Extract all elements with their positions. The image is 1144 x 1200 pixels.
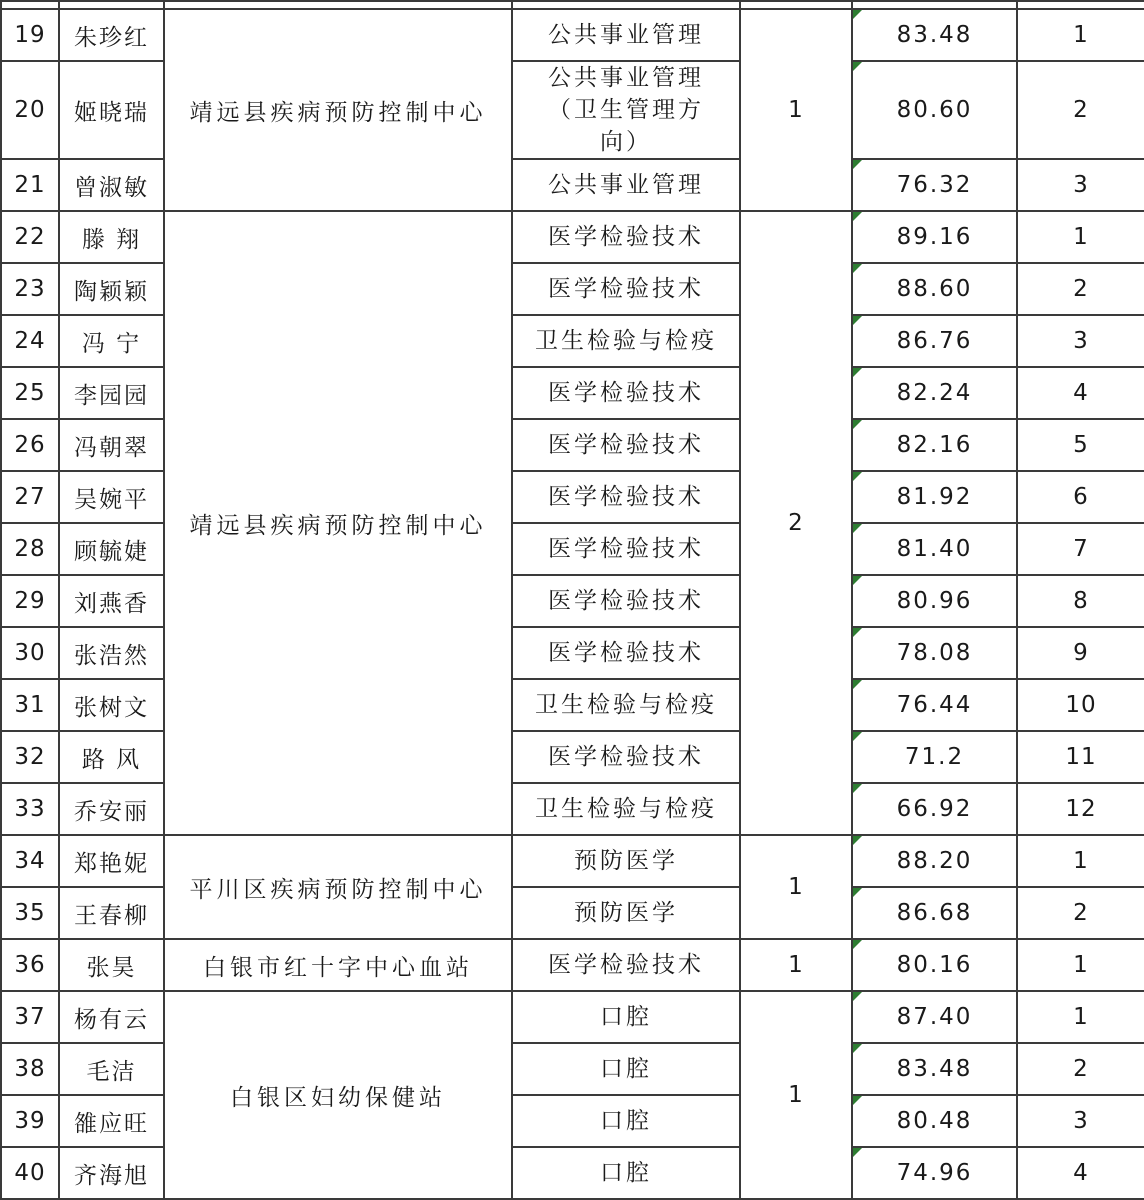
score-value: 81.40: [852, 523, 1017, 575]
score-value: 66.92: [852, 783, 1017, 835]
candidate-name: 杨有云: [59, 991, 164, 1043]
rank-value: 4: [1017, 367, 1144, 419]
candidate-name: 李园园: [59, 367, 164, 419]
cropped-header-row: [1, 1, 1144, 9]
score-value: 76.32: [852, 159, 1017, 211]
rank-value: 2: [1017, 61, 1144, 159]
candidate-name: 王春柳: [59, 887, 164, 939]
rank-value: 2: [1017, 263, 1144, 315]
row-number: 40: [1, 1147, 59, 1199]
score-value: 89.16: [852, 211, 1017, 263]
position-name: 卫生检验与检疫: [512, 783, 740, 835]
position-name: 医学检验技术: [512, 471, 740, 523]
position-name: 公共事业管理（卫生管理方向）: [512, 61, 740, 159]
candidate-name: 路 风: [59, 731, 164, 783]
row-number: 39: [1, 1095, 59, 1147]
quota-count: 1: [740, 9, 852, 211]
position-name: 卫生检验与检疫: [512, 315, 740, 367]
quota-count: 1: [740, 991, 852, 1199]
row-number: 38: [1, 1043, 59, 1095]
unit-name: 靖远县疾病预防控制中心: [164, 9, 512, 211]
position-name: 医学检验技术: [512, 211, 740, 263]
score-value: 82.24: [852, 367, 1017, 419]
row-number: 33: [1, 783, 59, 835]
rank-value: 2: [1017, 1043, 1144, 1095]
candidate-name: 毛洁: [59, 1043, 164, 1095]
position-name: 医学检验技术: [512, 939, 740, 991]
rank-value: 5: [1017, 419, 1144, 471]
rank-value: 10: [1017, 679, 1144, 731]
unit-name: 白银区妇幼保健站: [164, 991, 512, 1199]
table-row: [1, 9, 1144, 61]
rank-value: 8: [1017, 575, 1144, 627]
row-number: 26: [1, 419, 59, 471]
position-name: 口腔: [512, 1147, 740, 1199]
rank-value: 4: [1017, 1147, 1144, 1199]
row-number: 29: [1, 575, 59, 627]
score-value: 74.96: [852, 1147, 1017, 1199]
candidate-name: 顾毓婕: [59, 523, 164, 575]
rank-value: 11: [1017, 731, 1144, 783]
rank-value: 3: [1017, 315, 1144, 367]
row-number: 28: [1, 523, 59, 575]
table-row: [1, 939, 1144, 991]
position-name: 医学检验技术: [512, 575, 740, 627]
score-value: 83.48: [852, 1043, 1017, 1095]
candidate-name: 乔安丽: [59, 783, 164, 835]
position-name: 口腔: [512, 1095, 740, 1147]
candidate-name: 雒应旺: [59, 1095, 164, 1147]
candidate-name: 冯 宁: [59, 315, 164, 367]
table-row: [1, 211, 1144, 263]
candidate-name: 刘燕香: [59, 575, 164, 627]
row-number: 37: [1, 991, 59, 1043]
rank-value: 1: [1017, 835, 1144, 887]
position-name: 口腔: [512, 1043, 740, 1095]
candidate-name: 张昊: [59, 939, 164, 991]
unit-name: 白银市红十字中心血站: [164, 939, 512, 991]
score-value: 86.76: [852, 315, 1017, 367]
score-value: 71.2: [852, 731, 1017, 783]
position-name: 医学检验技术: [512, 367, 740, 419]
rank-value: 2: [1017, 887, 1144, 939]
row-number: 20: [1, 61, 59, 159]
row-number: 19: [1, 9, 59, 61]
score-value: 78.08: [852, 627, 1017, 679]
unit-name: 靖远县疾病预防控制中心: [164, 211, 512, 835]
rank-value: 1: [1017, 9, 1144, 61]
quota-count: 2: [740, 211, 852, 835]
position-name: 预防医学: [512, 835, 740, 887]
row-number: 21: [1, 159, 59, 211]
row-number: 34: [1, 835, 59, 887]
row-number: 32: [1, 731, 59, 783]
row-number: 23: [1, 263, 59, 315]
row-number: 36: [1, 939, 59, 991]
score-value: 76.44: [852, 679, 1017, 731]
row-number: 24: [1, 315, 59, 367]
candidate-name: 张树文: [59, 679, 164, 731]
rank-value: 12: [1017, 783, 1144, 835]
candidate-name: 姬晓瑞: [59, 61, 164, 159]
candidate-name: 朱珍红: [59, 9, 164, 61]
score-value: 80.48: [852, 1095, 1017, 1147]
row-number: 31: [1, 679, 59, 731]
rank-value: 9: [1017, 627, 1144, 679]
table-row: [1, 835, 1144, 887]
candidate-name: 张浩然: [59, 627, 164, 679]
rank-value: 1: [1017, 991, 1144, 1043]
quota-count: 1: [740, 939, 852, 991]
table-row: [1, 991, 1144, 1043]
position-name: 公共事业管理: [512, 159, 740, 211]
position-name: 预防医学: [512, 887, 740, 939]
score-value: 83.48: [852, 9, 1017, 61]
score-value: 80.16: [852, 939, 1017, 991]
score-value: 88.60: [852, 263, 1017, 315]
candidate-name: 曾淑敏: [59, 159, 164, 211]
rank-value: 3: [1017, 159, 1144, 211]
row-number: 35: [1, 887, 59, 939]
position-name: 医学检验技术: [512, 731, 740, 783]
candidate-name: 齐海旭: [59, 1147, 164, 1199]
position-name: 公共事业管理: [512, 9, 740, 61]
position-name: 医学检验技术: [512, 419, 740, 471]
position-name: 卫生检验与检疫: [512, 679, 740, 731]
score-value: 87.40: [852, 991, 1017, 1043]
score-value: 86.68: [852, 887, 1017, 939]
candidate-name: 陶颖颖: [59, 263, 164, 315]
rank-value: 6: [1017, 471, 1144, 523]
rank-value: 1: [1017, 939, 1144, 991]
position-name: 医学检验技术: [512, 627, 740, 679]
candidate-name: 吴婉平: [59, 471, 164, 523]
quota-count: 1: [740, 835, 852, 939]
rank-value: 1: [1017, 211, 1144, 263]
row-number: 30: [1, 627, 59, 679]
candidate-name: 郑艳妮: [59, 835, 164, 887]
rank-value: 7: [1017, 523, 1144, 575]
row-number: 22: [1, 211, 59, 263]
position-name: 口腔: [512, 991, 740, 1043]
score-value: 81.92: [852, 471, 1017, 523]
row-number: 25: [1, 367, 59, 419]
candidate-name: 滕 翔: [59, 211, 164, 263]
rank-value: 3: [1017, 1095, 1144, 1147]
position-name: 医学检验技术: [512, 523, 740, 575]
score-value: 88.20: [852, 835, 1017, 887]
unit-name: 平川区疾病预防控制中心: [164, 835, 512, 939]
position-name: 医学检验技术: [512, 263, 740, 315]
candidate-name: 冯朝翠: [59, 419, 164, 471]
score-value: 82.16: [852, 419, 1017, 471]
score-value: 80.96: [852, 575, 1017, 627]
row-number: 27: [1, 471, 59, 523]
score-value: 80.60: [852, 61, 1017, 159]
